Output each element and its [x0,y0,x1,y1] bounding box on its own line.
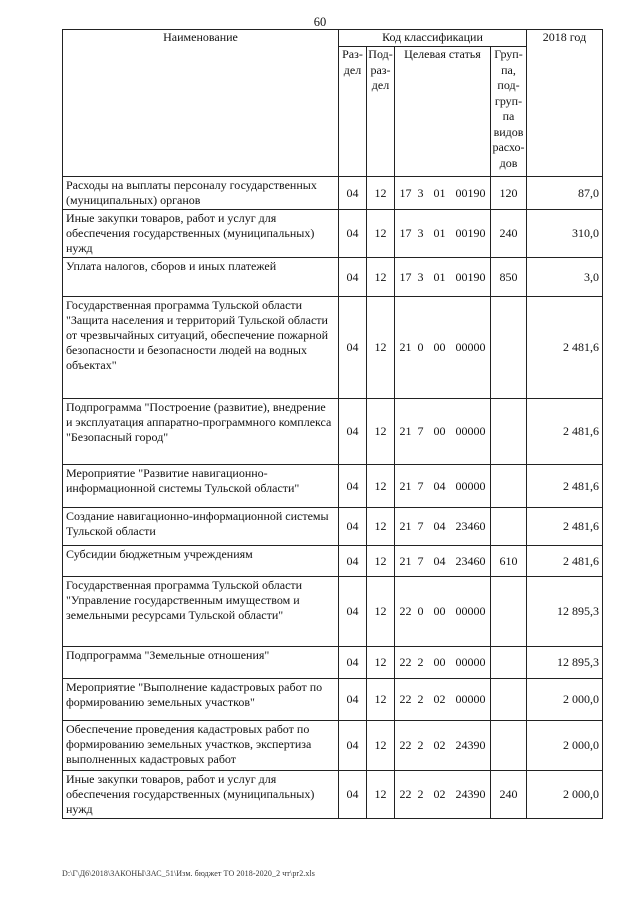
row-name: Подпрограмма "Построение (развитие), внедрение и эксплуатация аппаратно-программного комплекса "Безопасный город" [63,399,339,465]
budget-table [62,29,603,819]
table-row [63,465,603,508]
row-target-article [395,577,491,647]
row-name: Мероприятие "Развитие навигационно-информационной системы Тульской области" [63,465,339,508]
row-expense-group: 120 [491,177,527,210]
target-article-part: 00 [433,604,446,618]
target-article-part: 23460 [455,553,486,568]
target-article-part: 2 [417,738,424,752]
table-row [63,258,603,297]
row-section: 04 [339,465,367,508]
column-header-year: 2018 год [527,30,603,177]
row-section: 04 [339,210,367,258]
row-subsection: 12 [367,177,395,210]
row-section: 04 [339,721,367,771]
target-article-part: 23460 [455,519,486,533]
row-name: Создание навигационно-информационной системы Тульской области [63,508,339,546]
target-article-part: 00 [433,424,446,438]
target-article-part: 21 [399,478,412,493]
row-expense-group: 240 [491,771,527,819]
column-header-classification-code: Код классификации [339,30,527,47]
row-section: 04 [339,297,367,399]
row-expense-group [491,508,527,546]
row-subsection: 12 [367,465,395,508]
row-subsection: 12 [367,577,395,647]
row-expense-group [491,647,527,679]
table-row [63,577,603,647]
row-target-article [395,721,491,771]
row-name: Государственная программа Тульской области "Защита населения и территорий Тульской области от чрезвычайных ситуаций, обеспечение пожарной безопасности и безопасности людей на водных объектах" [63,297,339,399]
target-article-part: 01 [433,269,446,284]
table-row [63,771,603,819]
target-article-part: 7 [417,519,424,533]
target-article-part: 01 [433,185,446,200]
row-subsection: 12 [367,679,395,721]
row-expense-group: 850 [491,258,527,297]
row-expense-group: 610 [491,546,527,577]
row-name: Государственная программа Тульской области "Управление государственным имуществом и земельными ресурсами Тульской области" [63,577,339,647]
row-amount: 2 000,0 [527,679,603,721]
row-subsection: 12 [367,771,395,819]
row-subsection: 12 [367,721,395,771]
target-article-part: 00000 [455,424,486,438]
target-article-part: 21 [399,340,412,354]
target-article-part: 02 [433,692,446,706]
column-header-section: Раз- дел [339,47,367,177]
target-article-part: 0 [417,340,424,354]
row-subsection: 12 [367,546,395,577]
row-subsection: 12 [367,210,395,258]
target-article-part: 21 [399,519,412,533]
row-expense-group: 240 [491,210,527,258]
target-article-part: 01 [433,226,446,240]
row-subsection: 12 [367,647,395,679]
row-section: 04 [339,177,367,210]
row-section: 04 [339,258,367,297]
row-target-article [395,258,491,297]
row-expense-group [491,679,527,721]
target-article-part: 7 [417,478,424,493]
target-article-part: 3 [417,269,424,284]
row-amount: 2 481,6 [527,297,603,399]
row-amount: 2 000,0 [527,721,603,771]
column-header-name: Наименование [63,30,339,177]
table-row [63,546,603,577]
row-section: 04 [339,647,367,679]
row-subsection: 12 [367,297,395,399]
target-article-part: 00190 [455,226,486,240]
target-article-part: 24390 [455,738,486,752]
table-row [63,647,603,679]
target-article-part: 0 [417,604,424,618]
target-article-part: 22 [399,692,412,706]
target-article-part: 00000 [455,655,486,669]
target-article-part: 17 [399,185,412,200]
target-article-part: 22 [399,604,412,618]
target-article-part: 7 [417,553,424,568]
row-subsection: 12 [367,258,395,297]
row-expense-group [491,721,527,771]
row-expense-group [491,577,527,647]
column-header-subsection: Под- раз- дел [367,47,395,177]
target-article-part: 2 [417,655,424,669]
column-header-expense-group: Груп- па, под- груп- па видов расхо- дов [491,47,527,177]
row-target-article [395,177,491,210]
row-section: 04 [339,508,367,546]
row-expense-group [491,297,527,399]
row-name: Субсидии бюджетным учреждениям [63,546,339,577]
target-article-part: 22 [399,787,412,801]
target-article-part: 21 [399,424,412,438]
target-article-part: 17 [399,226,412,240]
row-target-article [395,399,491,465]
row-amount: 12 895,3 [527,647,603,679]
row-name: Иные закупки товаров, работ и услуг для обеспечения государственных (муниципальных) нужд [63,771,339,819]
target-article-part: 00190 [455,269,486,284]
row-amount: 3,0 [527,258,603,297]
row-amount: 2 481,6 [527,546,603,577]
row-amount: 2 481,6 [527,399,603,465]
row-target-article [395,647,491,679]
target-article-part: 2 [417,692,424,706]
target-article-part: 00190 [455,185,486,200]
target-article-part: 00 [433,340,446,354]
target-article-part: 04 [433,519,446,533]
target-article-part: 00000 [455,604,486,618]
table-row [63,679,603,721]
row-subsection: 12 [367,399,395,465]
table-row [63,177,603,210]
table-row [63,399,603,465]
row-target-article [395,771,491,819]
row-target-article [395,297,491,399]
row-amount: 2 481,6 [527,465,603,508]
row-section: 04 [339,577,367,647]
target-article-part: 00 [433,655,446,669]
target-article-part: 00000 [455,692,486,706]
target-article-part: 3 [417,185,424,200]
target-article-part: 02 [433,787,446,801]
target-article-part: 21 [399,553,412,568]
row-name: Мероприятие "Выполнение кадастровых работ по формированию земельных участков" [63,679,339,721]
row-target-article [395,508,491,546]
target-article-part: 02 [433,738,446,752]
target-article-part: 04 [433,553,446,568]
row-amount: 310,0 [527,210,603,258]
target-article-part: 00000 [455,478,486,493]
row-section: 04 [339,679,367,721]
row-subsection: 12 [367,508,395,546]
row-name: Уплата налогов, сборов и иных платежей [63,258,339,297]
file-path-footer: D:\Г\Д6\2018\ЗАКОНЫ\ЗАС_51\Изм. бюджет ТО 2018-2020_2 чт\pr2.xls [62,869,316,878]
row-target-article [395,210,491,258]
row-amount: 87,0 [527,177,603,210]
row-name: Расходы на выплаты персоналу государственных (муниципальных) органов [63,177,339,210]
target-article-part: 22 [399,738,412,752]
target-article-part: 04 [433,478,446,493]
row-amount: 2 000,0 [527,771,603,819]
table-row [63,721,603,771]
table-row [63,508,603,546]
column-header-target-article: Целевая статья [395,47,491,177]
target-article-part: 2 [417,787,424,801]
row-expense-group [491,399,527,465]
row-section: 04 [339,546,367,577]
page-number: 60 [313,15,327,29]
target-article-part: 24390 [455,787,486,801]
row-target-article [395,465,491,508]
row-expense-group [491,465,527,508]
row-section: 04 [339,399,367,465]
row-name: Обеспечение проведения кадастровых работ по формированию земельных участков, экспертиза выполненных кадастровых работ [63,721,339,771]
row-name: Подпрограмма "Земельные отношения" [63,647,339,679]
row-section: 04 [339,771,367,819]
row-target-article [395,679,491,721]
target-article-part: 00000 [455,340,486,354]
row-amount: 2 481,6 [527,508,603,546]
target-article-part: 3 [417,226,424,240]
row-amount: 12 895,3 [527,577,603,647]
target-article-part: 17 [399,269,412,284]
table-row [63,297,603,399]
target-article-part: 22 [399,655,412,669]
row-target-article [395,546,491,577]
row-name: Иные закупки товаров, работ и услуг для обеспечения государственных (муниципальных) нужд [63,210,339,258]
target-article-part: 7 [417,424,424,438]
table-row [63,210,603,258]
